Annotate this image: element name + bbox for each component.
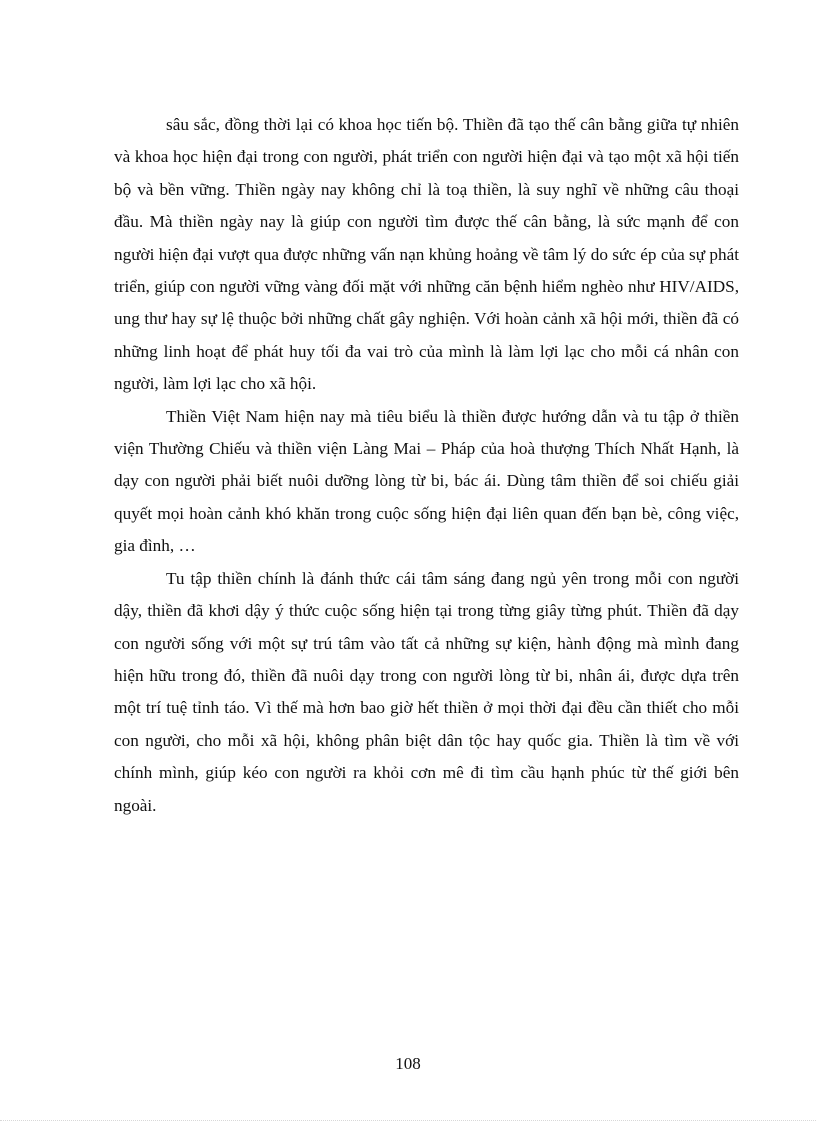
paragraph-3: Tu tập thiền chính là đánh thức cái tâm sáng đang ngủ yên trong mỗi con người dậy, thiền đã khơi dậy ý thức cuộc sống hiện tại trong từng giây từng phút. Thiền đã dạy con người sống với một sự trú tâm vào tất cả những sự kiện, hành động mà mình đang hiện hữu trong đó, thiền đã nuôi dạy trong con người lòng từ bi, nhân ái, được dựa trên một trí tuệ tỉnh táo. Vì thế mà hơn bao giờ hết thiền ở mọi thời đại đều cần thiết cho mỗi con người, cho mỗi xã hội, không phân biệt dân tộc hay quốc gia. Thiền là tìm về với chính mình, giúp kéo con người ra khỏi cơn mê đi tìm cầu hạnh phúc từ thế giới bên ngoài. <box>114 568 739 815</box>
page-number: 108 <box>395 1054 421 1073</box>
page-bottom-border <box>0 1120 816 1121</box>
paragraph-1: sâu sắc, đồng thời lại có khoa học tiến bộ. Thiền đã tạo thế cân bằng giữa tự nhiên và khoa học hiện đại trong con người, phát triển con người hiện đại và tạo một xã hội tiến bộ và bền vững. Thiền ngày nay không chỉ là toạ thiền, là suy nghĩ về những câu thoại đầu. Mà thiền ngày nay là giúp con người tìm được thế cân bằng, là sức mạnh để con người hiện đại vượt qua được những vấn nạn khủng hoảng về tâm lý do sức ép của sự phát triển, giúp con người vững vàng đối mặt với những căn bệnh hiểm nghèo như HIV/AIDS, ung thư hay sự lệ thuộc bởi những chất gây nghiện. Với hoàn cảnh xã hội mới, thiền đã có những linh hoạt để phát huy tối đa vai trò của mình là làm lợi lạc cho mỗi cá nhân con người, làm lợi lạc cho xã hội. <box>114 115 739 394</box>
paragraph-2: Thiền Việt Nam hiện nay mà tiêu biểu là thiền được hướng dẫn và tu tập ở thiền viện Thường Chiếu và thiền viện Làng Mai – Pháp của hoà thượng Thích Nhất Hạnh, là dạy con người phải biết nuôi dưỡng lòng từ bi, bác ái. Dùng tâm thiền để soi chiếu giải quyết mọi hoàn cảnh khó khăn trong cuộc sống hiện đại liên quan đến bạn bè, công việc, gia đình, … <box>114 406 739 556</box>
body-text <box>114 109 739 822</box>
